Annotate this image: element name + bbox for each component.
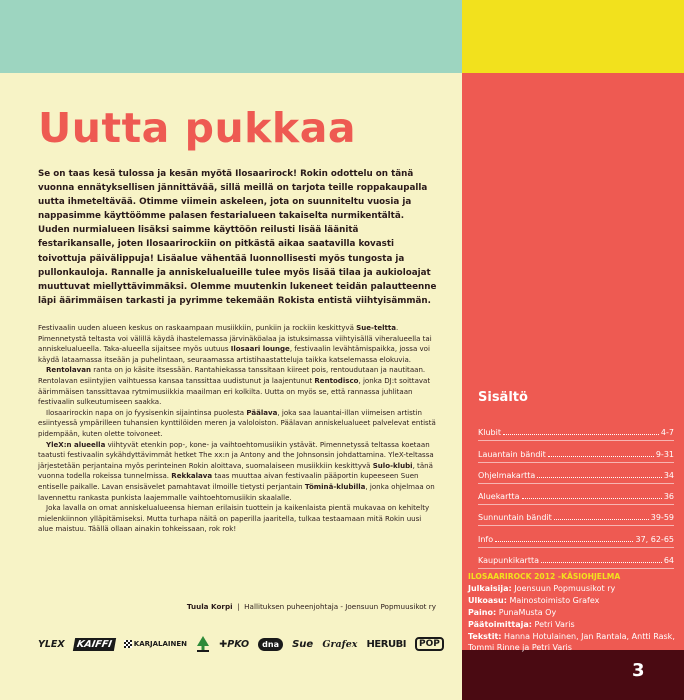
colophon-value: Hanna Hotulainen, Jan Rantala, Antti Rask, Tommi Rinne ja Petri Varis xyxy=(468,631,675,653)
colophon-key: Tekstit: xyxy=(468,631,502,641)
toc-leader-dots xyxy=(554,518,649,520)
colophon-row xyxy=(468,583,682,595)
highlighted-term: Rekkalava xyxy=(171,471,213,481)
colophon-value: PunaMusta Oy xyxy=(498,607,557,617)
toc-item-label: Aluekartta xyxy=(478,492,520,502)
body-text: , tänä vuonna todella rokeissa tunnelmissa. xyxy=(38,460,433,481)
highlighted-term: Töminä-klubilla xyxy=(304,481,366,491)
colophon-key: Ulkoasu: xyxy=(468,595,507,605)
body-paragraph xyxy=(38,323,436,365)
toc-item-label: Lauantain bändit xyxy=(478,449,546,459)
toc-leader-dots xyxy=(495,540,633,542)
toc-item-page: 34 xyxy=(663,470,674,480)
sponsor-logos xyxy=(38,634,444,654)
toc-item-page: 36 xyxy=(663,492,674,502)
highlighted-term: Päälava xyxy=(246,407,278,417)
colophon-key: Julkaisija: xyxy=(468,583,512,593)
body-text: taas muuttaa aivan festivaalin pääportin kupeeseen Suen entiselle paikalle. Lavan ensisävelet pamahtavat ilmoille tietysti perjantain xyxy=(38,471,419,491)
toc-item-label: Kaupunkikartta xyxy=(478,556,540,566)
colophon-row xyxy=(468,595,682,607)
toc-item[interactable] xyxy=(478,526,674,547)
toc-item-label: Ohjelmakartta xyxy=(478,470,536,480)
colophon-value: Joensuun Popmuusikot ry xyxy=(514,583,616,593)
ylex-logo: YLEX xyxy=(38,638,65,650)
toc-leader-dots xyxy=(548,455,654,457)
grafex-logo: Grafex xyxy=(322,638,358,650)
body-paragraph xyxy=(38,440,436,504)
body-paragraph xyxy=(38,503,436,535)
toc-leader-dots xyxy=(541,561,662,563)
body-text: , jonka DJ:t soittavat äärimmäisen tanssittavaa rytmimusiikkia maailman eri kolkilta. Uutta on myös se, että rannassa juhlitaan festivaalin sulkeutumiseen saakka. xyxy=(38,375,431,407)
colophon-row xyxy=(468,607,682,619)
signature: Tuula Korpi | Hallituksen puheenjohtaja - Joensuun Popmuusikot ry xyxy=(186,602,436,611)
body-paragraph xyxy=(38,365,436,407)
top-band-yellow xyxy=(462,0,684,73)
signature-name: Tuula Korpi xyxy=(186,602,233,611)
body-text: Festivaalin uuden alueen keskus on raskaampaan musiikkiin, punkiin ja rockiin keskittyvä xyxy=(38,323,357,332)
page-number: 3 xyxy=(632,660,645,681)
body-paragraph xyxy=(38,408,436,440)
body-text: Ilosaarirockin napa on jo fyysisenkin sijaintinsa puolesta xyxy=(46,407,247,417)
toc-item[interactable] xyxy=(478,463,674,484)
highlighted-term: YleX:n alueella xyxy=(46,439,106,449)
colophon-key: Päätoimittaja: xyxy=(468,619,532,629)
toc-list xyxy=(478,420,674,569)
body-text: , joka saa lauantai-illan viimeisen artistin esiintyessä ympärilleen tuhansien kynttilöiden meren ja valoloiston. Päälavan anniskelualueet palvelevat entistä pidempään, kuten olette toivoneet. xyxy=(38,407,436,438)
page-number-panel xyxy=(462,650,684,700)
toc-item-label: Klubit xyxy=(478,428,501,438)
checker-icon xyxy=(124,640,132,648)
body-text: Joka lavalla on omat anniskelualueensa hieman erilaisin tuottein ja kaikenlaista pientä mukavaa on kehitelty mielenkiinnon ylläpitämiseksi. Mutta turhapa näitä on paperilla jaaritella, tulkaa testaamaan mitä Rokin uusi alue maistuu. Täällä ollaan ainakin tohkeissaan, rok rok! xyxy=(38,503,430,534)
highlighted-term: Ilosaari lounge xyxy=(230,344,290,354)
toc-item[interactable] xyxy=(478,441,674,462)
colophon-value: Petri Varis xyxy=(534,619,575,629)
dna-logo: dna xyxy=(258,638,283,651)
body-text: , jonka ohjelmaa on lavennettu rankasta punkista laajemmalle vaihtoehtomusiikin skaalalle. xyxy=(38,481,435,502)
highlighted-term: Rentolavan xyxy=(46,365,91,375)
body-text: viihtyvät etenkin pop-, kone- ja vaihtoehtomusiikin ystävät. Pimennetyssä teltassa koetaan taatusti festivaalin sykähdyttävimmät hetket The xx:n ja Antony and the Johnsonsin johdattamina. YleX-teltassa järjestetään perjantaina myös perinteinen Rokin aloittava, suomalaiseen musiikkiin keskittyvä xyxy=(38,439,434,470)
article-title: Uutta pukkaa xyxy=(38,104,357,152)
toc-item[interactable] xyxy=(478,484,674,505)
toc-item-label: Sunnuntain bändit xyxy=(478,513,552,523)
colophon-row xyxy=(468,631,682,655)
toc-item-page: 64 xyxy=(663,556,674,566)
toc-item[interactable] xyxy=(478,420,674,441)
colophon-heading: ILOSAARIROCK 2012 -KÄSIOHJELMA xyxy=(468,572,621,581)
pko-logo: ✚ PKO xyxy=(219,638,250,650)
toc-leader-dots xyxy=(503,433,659,435)
article-lead: Se on taas kesä tulossa ja kesän myötä Ilosaarirock! Rokin odottelu on tänä vuonna ennätyksellisen jännittävää, sillä meillä on tarjota teille roppakaupalla uutta ihmeteltävää. Otimme viimein askeleen, jota on suunniteltu vuosia ja nappasimme käyttöömme palasen festarialueen takaiselta nurmikentältä. Uuden nurmialueen lisäksi saimme käyttöön reilusti lisää läänitä festarikansalle, joten Ilosaarirockiin on pitkästä aikaa saatavilla kovasti toivottuja päivälippuja! Lisäalue vähentää luonnollisesti myös tungosta ja pullonkauloja. Rannalle ja anniskelualueille tulee myös lisää tilaa ja aukioloajat muuttuvat miellyttävimmäksi. Olemme muutenkin lukeneet teidän palautteenne läpi äärimmäisen tarkasti ja pyrimme tekemään Rokista entistä viihtyisämmän. xyxy=(38,169,437,306)
highlighted-term: Sue-teltta xyxy=(356,323,397,332)
toc-leader-dots xyxy=(537,476,662,478)
highlighted-term: Sulo-klubi xyxy=(372,460,413,470)
toc-item[interactable] xyxy=(478,548,674,569)
toc-leader-dots xyxy=(522,497,662,499)
top-band-mint xyxy=(0,0,462,73)
toc-item-page: 39-59 xyxy=(650,513,674,523)
toc-title: Sisältö xyxy=(478,390,528,405)
colophon-key: Paino: xyxy=(468,607,497,617)
article-body xyxy=(38,323,436,535)
toc-item-page: 9-31 xyxy=(655,449,674,459)
colophon xyxy=(468,571,682,654)
kaiffi-logo: KAIFFI xyxy=(73,638,116,651)
toc-item-label: Info xyxy=(478,534,494,544)
signature-role: Hallituksen puheenjohtaja - Joensuun Popmuusikot ry xyxy=(244,602,436,611)
toc-item-page: 4-7 xyxy=(660,428,674,438)
body-text: . Pimennetystä teltasta voi välillä käydä ihastelemassa järvinäköalaa ja istuksimassa viihtyisällä viheralueella tai anniskelualueella. Taka-alueella sijaitsee myös uutuus xyxy=(38,323,432,354)
toc-item-page: 37, 62-65 xyxy=(635,534,674,544)
sue-logo: Sue xyxy=(292,638,314,650)
tree-logo-icon xyxy=(196,636,210,652)
karjalainen-logo: KARJALAINEN xyxy=(124,640,187,648)
body-text: , festivaalin levähtämispaikka, jossa voi käydä lataamassa itseään ja puhelintaan, seuraamassa artistihaastatteluja taikka katselemassa elokuvia. xyxy=(38,344,430,364)
highlighted-term: Rentodisco xyxy=(314,375,359,385)
herubi-logo: HERUBI xyxy=(366,638,406,650)
pop-logo: POP xyxy=(415,637,444,651)
body-text: ranta on jo käsite itsessään. Rantahiekassa tanssitaan kiireet pois, rentoudutaan ja nautitaan. Rentolavan esiintyjien vaihtuessa kansaa tanssittaa uudistunut ja laajentunut xyxy=(38,365,426,385)
colophon-value: Mainostoimisto Grafex xyxy=(509,595,600,605)
toc-item[interactable] xyxy=(478,505,674,526)
colophon-row xyxy=(468,619,682,631)
